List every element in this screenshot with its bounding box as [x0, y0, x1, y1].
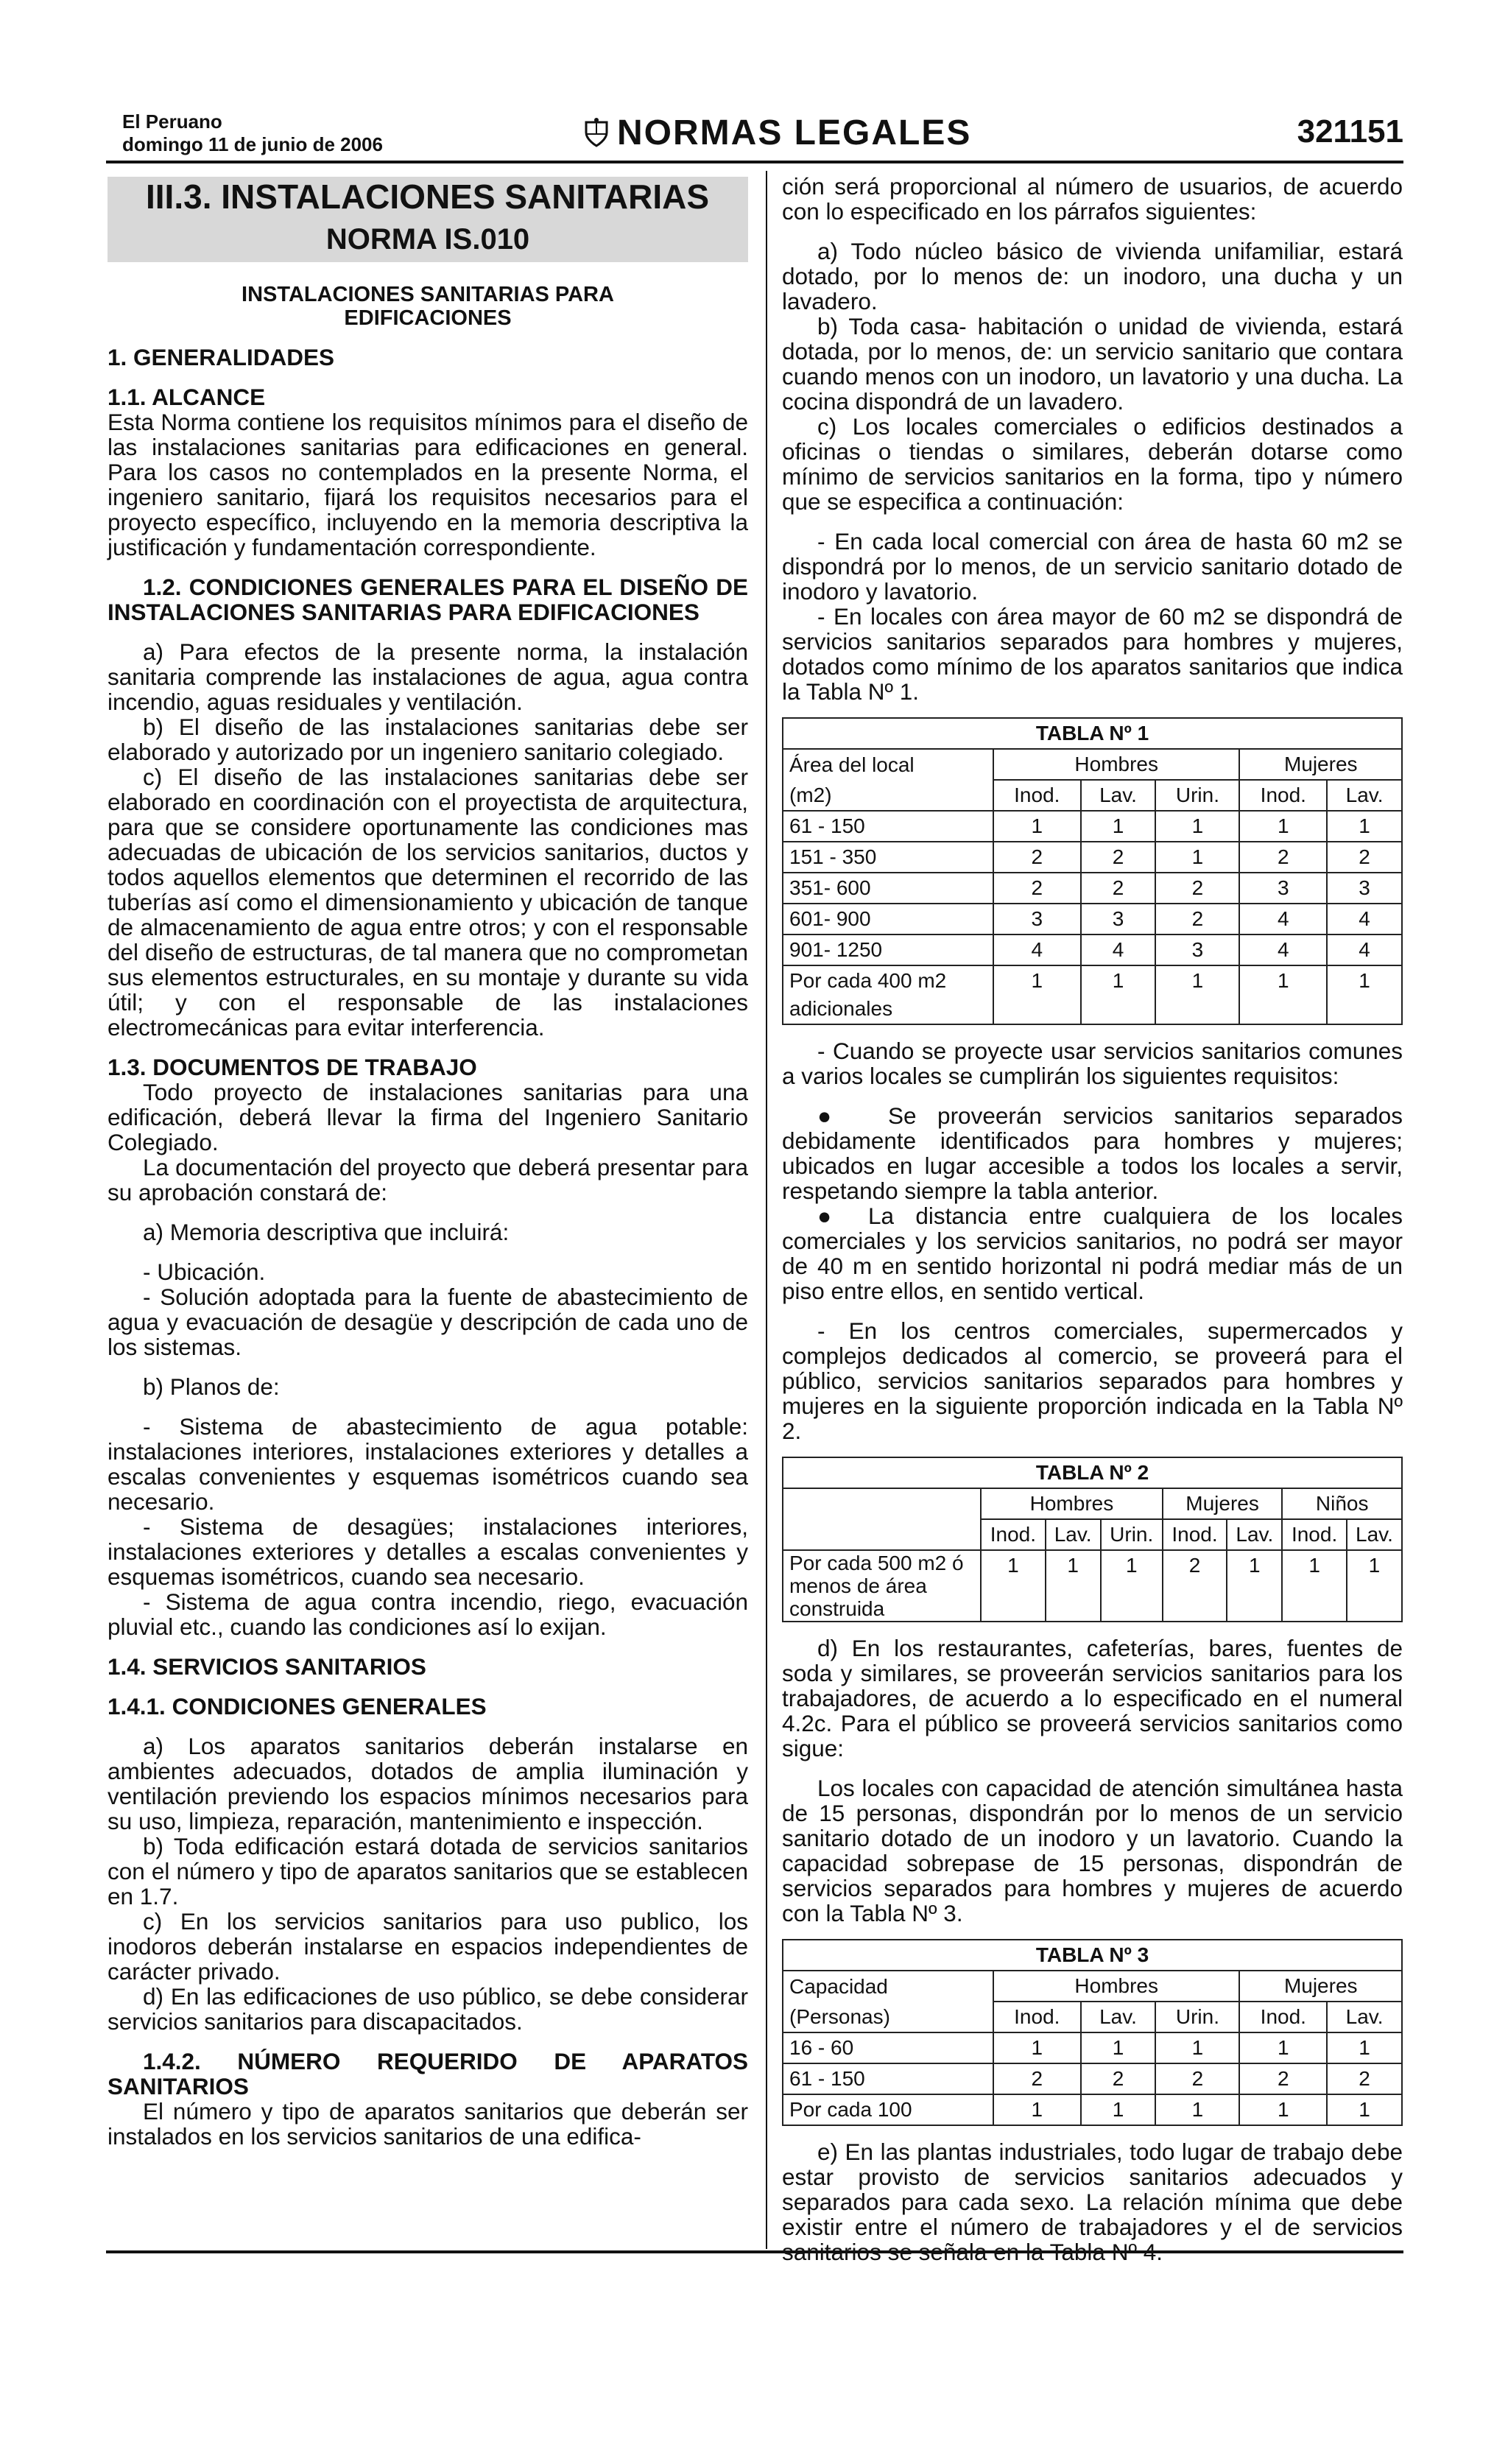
paragraph: - Solución adoptada para la fuente de abastecimiento de agua y evacuación de desagüe y descripción de cada uno de los sistemas. — [108, 1284, 748, 1360]
paragraph: c) El diseño de las instalaciones sanitarias debe ser elaborado en coordinación con el proyectista de arquitectura, para que se considere oportunamente las condiciones mas adecuadas de ubicación de los servicios sanitarios, ductos y todos aquellos elementos que determinen el recorrido de las tuberías así como el dimensionamiento y ubicación de tanque de almacenamiento de agua entre otros; y con el responsable del diseño de estructuras, de tal manera que no comprometan sus elementos estructurales, en su montaje y durante su vida útil; y con el responsable de las instalaciones electromecánicas para evitar interferencia. — [108, 764, 748, 1041]
paragraph: Todo proyecto de instalaciones sanitarias para una edificación, deberá llevar la firma del Ingeniero Sanitario Colegiado. — [108, 1079, 748, 1155]
section-name: NORMAS LEGALES — [617, 113, 972, 152]
table-row — [783, 2094, 1402, 2125]
table-cell: 1 — [1155, 2094, 1239, 2125]
table-cell: 3 — [993, 904, 1081, 934]
table-header: Mujeres — [1239, 749, 1402, 780]
table-header: Lav. — [1347, 1519, 1402, 1550]
heading-condiciones: 1.4.1. CONDICIONES GENERALES — [108, 1693, 487, 1719]
table-cell: 1 — [1081, 2032, 1156, 2063]
paragraph: b) Toda casa- habitación o unidad de vivienda, estará dotada, por lo menos, de: un servicio sanitario que contara cuando menos con un inodoro, un lavatorio y una ducha. La cocina dispondrá de un lavadero. — [782, 313, 1403, 415]
paragraph: a) Memoria descriptiva que incluirá: — [143, 1219, 510, 1245]
table-cell: 1 — [993, 2094, 1081, 2125]
table-cell-line: Por cada 400 m2 — [789, 969, 947, 992]
table-header: Capacidad — [783, 1971, 993, 2002]
table-cell: 2 — [1239, 842, 1327, 873]
table-title: TABLA Nº 2 — [783, 1457, 1402, 1488]
table-header: Inod. — [1239, 2002, 1327, 2032]
table-cell: 2 — [1163, 1550, 1227, 1622]
table-row — [783, 904, 1402, 934]
table-cell: 2 — [1155, 2063, 1239, 2094]
section-banner — [583, 110, 971, 156]
paragraph: a) Todo núcleo básico de vivienda unifamiliar, estará dotado, por lo menos de: un inodoro, una ducha y un lavadero. — [782, 238, 1403, 314]
page-number: 321151 — [1297, 113, 1403, 149]
bullet-item — [782, 1103, 1403, 1203]
table-header: Inod. — [981, 1519, 1046, 1550]
table-row — [783, 842, 1402, 873]
table-row — [783, 873, 1402, 904]
bullet-icon: ● — [817, 1203, 847, 1229]
table-cell: 1 — [1155, 811, 1239, 842]
paragraph: La documentación del proyecto que deberá presentar para su aprobación constará de: — [108, 1154, 748, 1205]
table-cell: 2 — [1239, 2063, 1327, 2094]
paragraph: - En locales con área mayor de 60 m2 se dispondrá de servicios sanitarios separados para hombres y mujeres, dotados como mínimo de los aparatos sanitarios que indica la Tabla Nº 1. — [782, 603, 1403, 705]
table-cell: 4 — [1327, 904, 1402, 934]
paragraph: b) Planos de: — [143, 1373, 280, 1400]
heading-numero-aparatos: 1.4.2. NÚMERO REQUERIDO DE APARATOS SANITARIOS — [108, 2048, 748, 2099]
table-cell: 1 — [1101, 1550, 1163, 1622]
table-cell: 2 — [1081, 842, 1156, 873]
table-cell: 1 — [1282, 1550, 1347, 1622]
table-header: Hombres — [993, 1971, 1240, 2002]
table-cell: 2 — [993, 2063, 1081, 2094]
publication-name: El Peruano — [122, 110, 222, 133]
table-header: Inod. — [1282, 1519, 1347, 1550]
table-cell: 2 — [1327, 2063, 1402, 2094]
table-cell: 1 — [981, 1550, 1046, 1622]
norma-subtitle: INSTALACIONES SANITARIAS PARA EDIFICACIONES — [242, 283, 614, 330]
table-cell: 901- 1250 — [783, 934, 993, 965]
table-header: Lav. — [1227, 1519, 1282, 1550]
table-cell: 151 - 350 — [783, 842, 993, 873]
table-cell: 61 - 150 — [783, 811, 993, 842]
paragraph: ción será proporcional al número de usuarios, de acuerdo con lo especificado en los párrafos siguientes: — [782, 173, 1403, 225]
table-header: Urin. — [1101, 1519, 1163, 1550]
paragraph: - Cuando se proyecte usar servicios sanitarios comunes a varios locales se cumplirán los siguientes requisitos: — [782, 1038, 1403, 1089]
table-cell: 4 — [1239, 904, 1327, 934]
table-cell: 1 — [1239, 2094, 1327, 2125]
paragraph: - Ubicación. — [143, 1259, 266, 1285]
table-header: Lav. — [1046, 1519, 1101, 1550]
paragraph: d) En los restaurantes, cafeterías, bares, fuentes de soda y similares, se proveerán servicios sanitarios para los trabajadores, de acuerdo a lo especificado en el numeral 4.2c. Para el público se proveerá servicios sanitarios como sigue: — [782, 1635, 1403, 1761]
table-header: Lav. — [1081, 780, 1156, 811]
table-title: TABLA Nº 1 — [783, 718, 1402, 749]
table-header: Lav. — [1327, 780, 1402, 811]
table-cell: 1 — [1227, 1550, 1282, 1622]
paragraph: e) En las plantas industriales, todo lugar de trabajo debe estar provisto de servicios sanitarios adecuados y separados para cada sexo. La relación mínima que debe existir entre el número de trabajadores y el de servicios sanitarios se señala en la Tabla Nº 4. — [782, 2139, 1403, 2265]
table-cell: 1 — [1239, 965, 1327, 1024]
table-cell: 601- 900 — [783, 904, 993, 934]
table-cell: 1 — [1046, 1550, 1101, 1622]
table-cell: 1 — [1327, 965, 1402, 1024]
table-cell: 3 — [1327, 873, 1402, 904]
table-cell: 1 — [1081, 811, 1156, 842]
tabla-2 — [782, 1457, 1403, 1622]
table-header: Inod. — [993, 2002, 1081, 2032]
table-cell-line: adicionales — [789, 997, 893, 1020]
table-cell: Por cada 500 m2 ó menos de área construida — [783, 1550, 981, 1622]
heading-documentos: 1.3. DOCUMENTOS DE TRABAJO — [108, 1054, 477, 1080]
table-header: Área del local — [783, 749, 993, 780]
heading-condiciones-generales: 1.2. CONDICIONES GENERALES PARA EL DISEÑO DE INSTALACIONES SANITARIAS PARA EDIFICACIONES — [108, 574, 748, 625]
table-cell: 1 — [1347, 1550, 1402, 1622]
table-cell: 3 — [1155, 934, 1239, 965]
table-cell: 2 — [1081, 2063, 1156, 2094]
table-row — [783, 965, 1402, 1024]
table-row — [783, 2032, 1402, 2063]
table-cell: 4 — [1081, 934, 1156, 965]
table-header: Mujeres — [1239, 1971, 1402, 2002]
table-cell: 1 — [1155, 842, 1239, 873]
table-header: (Personas) — [783, 2002, 993, 2032]
table-header-empty — [783, 1488, 981, 1519]
heading-servicios: 1.4. SERVICIOS SANITARIOS — [108, 1653, 426, 1680]
paragraph: - En cada local comercial con área de hasta 60 m2 se dispondrá por lo menos, de un servicio sanitario dotado de inodoro y lavatorio. — [782, 528, 1403, 605]
table-cell: 1 — [1327, 811, 1402, 842]
table-cell: 4 — [1327, 934, 1402, 965]
publication-date: domingo 11 de junio de 2006 — [122, 133, 383, 155]
table-cell: 1 — [1327, 2032, 1402, 2063]
table-cell: 351- 600 — [783, 873, 993, 904]
heading-alcance: 1.1. ALCANCE — [108, 384, 266, 410]
table-cell: 1 — [1155, 965, 1239, 1024]
table-cell: 61 - 150 — [783, 2063, 993, 2094]
header-rule — [106, 161, 1403, 163]
paragraph: El número y tipo de aparatos sanitarios que deberán ser instalados en los servicios sanitarios de una edifica- — [108, 2098, 748, 2150]
table-title: TABLA Nº 3 — [783, 1940, 1402, 1971]
paragraph: - Sistema de agua contra incendio, riego, evacuación pluvial etc., cuando las condiciones así lo exijan. — [108, 1588, 748, 1640]
paragraph: d) En las edificaciones de uso público, se debe considerar servicios sanitarios para discapacitados. — [108, 1983, 748, 2035]
table-cell — [783, 965, 993, 1024]
paragraph: - Sistema de desagües; instalaciones interiores, instalaciones exteriores y detalles a escalas convenientes y esquemas isométricos, cuando sea necesario. — [108, 1513, 748, 1590]
table-header: Urin. — [1155, 780, 1239, 811]
table-cell: 1 — [1081, 965, 1156, 1024]
table-cell: 1 — [1327, 2094, 1402, 2125]
table-row — [783, 1550, 1402, 1622]
table-cell: 1 — [993, 2032, 1081, 2063]
header-left — [122, 110, 383, 156]
table-cell: 2 — [993, 842, 1081, 873]
paragraph: - En los centros comerciales, supermercados y complejos dedicados al comercio, se proveerá para el público, servicios sanitarios separados para hombres y mujeres en la siguiente proporción indicada en la Tabla Nº 2. — [782, 1317, 1403, 1444]
bullet-text: La distancia entre cualquiera de los locales comerciales y los servicios sanitarios, no podrá ser mayor de 40 m en sentido horizontal ni podrá mediar más de un piso entre ellos, en sentido vertical. — [782, 1203, 1403, 1304]
table-header: Niños — [1282, 1488, 1402, 1519]
bullet-icon: ● — [817, 1102, 846, 1129]
table-row — [783, 811, 1402, 842]
left-column — [108, 177, 748, 2149]
table-header: (m2) — [783, 780, 993, 811]
table-header: Hombres — [981, 1488, 1163, 1519]
paragraph: - Sistema de abastecimiento de agua potable: instalaciones interiores, instalaciones exteriores y detalles a escalas convenientes y esquemas isométricos cuando sea necesario. — [108, 1413, 748, 1515]
norma-title: NORMA IS.010 — [108, 217, 748, 262]
table-cell: 2 — [1327, 842, 1402, 873]
table-header: Inod. — [993, 780, 1081, 811]
bullet-text: Se proveerán servicios sanitarios separados debidamente identificados para hombres y mujeres; ubicados en lugar accesible a todos los locales a servir, respetando siempre la tabla anterior. — [782, 1102, 1403, 1204]
table-row — [783, 934, 1402, 965]
paragraph: Los locales con capacidad de atención simultánea hasta de 15 personas, dispondrán por lo menos de un servicio sanitario dotado de un inodoro y un lavatorio. Cuando la capacidad sobrepase de 15 personas, dispondrán de servicios separados para hombres y mujeres de acuerdo con la Tabla Nº 3. — [782, 1775, 1403, 1926]
table-cell: 1 — [993, 811, 1081, 842]
table-header-empty — [783, 1519, 981, 1550]
table-header: Lav. — [1081, 2002, 1156, 2032]
page-header — [122, 110, 1403, 156]
table-cell: 1 — [993, 965, 1081, 1024]
section-title: III.3. INSTALACIONES SANITARIAS — [108, 177, 748, 217]
table-cell: 1 — [1081, 2094, 1156, 2125]
table-header: Inod. — [1163, 1519, 1227, 1550]
tabla-1 — [782, 717, 1403, 1025]
table-cell: 4 — [993, 934, 1081, 965]
table-cell: 16 - 60 — [783, 2032, 993, 2063]
table-cell: 2 — [1081, 873, 1156, 904]
table-cell: 1 — [1239, 811, 1327, 842]
right-column — [782, 174, 1403, 2264]
table-header: Mujeres — [1163, 1488, 1283, 1519]
table-cell: 1 — [1239, 2032, 1327, 2063]
paragraph: Esta Norma contiene los requisitos mínimos para el diseño de las instalaciones sanitarias para edificaciones en general. Para los casos no contemplados en la presente Norma, el ingeniero sanitario, fijará los requisitos necesarios para el proyecto específico, incluyendo en la memoria descriptiva la justificación y fundamentación correspondiente. — [108, 409, 748, 560]
table-cell: 2 — [1155, 904, 1239, 934]
tabla-3 — [782, 1939, 1403, 2126]
table-header: Lav. — [1327, 2002, 1402, 2032]
table-cell: 4 — [1239, 934, 1327, 965]
paragraph: a) Los aparatos sanitarios deberán instalarse en ambientes adecuados, dotados de amplia iluminación y ventilación previendo los espacios mínimos necesarios para su uso, limpieza, reparación, mantenimiento e inspección. — [108, 1733, 748, 1834]
table-cell: 1 — [1155, 2032, 1239, 2063]
table-header: Inod. — [1239, 780, 1327, 811]
paragraph: b) Toda edificación estará dotada de servicios sanitarios con el número y tipo de aparatos sanitarios que se establecen en 1.7. — [108, 1833, 748, 1909]
bullet-item — [782, 1203, 1403, 1303]
table-cell: Por cada 100 — [783, 2094, 993, 2125]
paragraph: c) Los locales comerciales o edificios destinados a oficinas o tiendas o similares, deberán dotarse como mínimo de servicios sanitarios en la forma, tipo y número que se especifica a continuación: — [782, 413, 1403, 515]
paragraph: a) Para efectos de la presente norma, la instalación sanitaria comprende las instalaciones de agua, agua contra incendio, aguas residuales y ventilación. — [108, 638, 748, 715]
table-header: Urin. — [1155, 2002, 1239, 2032]
table-cell: 3 — [1239, 873, 1327, 904]
table-cell: 2 — [1155, 873, 1239, 904]
heading-generalidades: 1. GENERALIDADES — [108, 344, 335, 370]
paragraph: c) En los servicios sanitarios para uso publico, los inodoros deberán instalarse en espacios independientes de carácter privado. — [108, 1908, 748, 1985]
coat-of-arms-icon — [583, 118, 610, 147]
table-row — [783, 2063, 1402, 2094]
paragraph: b) El diseño de las instalaciones sanitarias debe ser elaborado y autorizado por un ingeniero sanitario colegiado. — [108, 714, 748, 765]
table-cell: 2 — [993, 873, 1081, 904]
table-header: Hombres — [993, 749, 1240, 780]
column-divider — [766, 171, 767, 2249]
table-cell: 3 — [1081, 904, 1156, 934]
